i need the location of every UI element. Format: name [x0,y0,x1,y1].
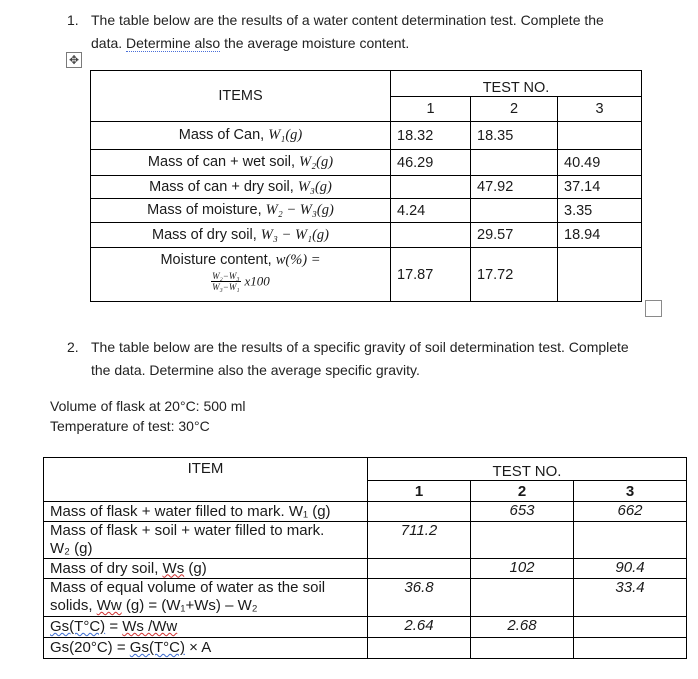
question-2-number: 2. [67,339,79,355]
specific-gravity-table [43,457,687,659]
test-col-3: 3 [558,97,642,122]
table-row: Moisture content, w(%) = $\frac{\text{W₂−W₃}}{\text{W₃−W₁}}$ x100 17.87 17.72 [91,248,642,302]
test-col-1: 1 [391,97,471,122]
test-col-3: 3 [574,481,687,502]
test-no-header: TEST NO. [391,71,642,97]
moisture-formula-fraction: $\frac{\text{W₂−W₃}}{\text{W₃−W₁}}$ [212,271,240,292]
items-header: ITEMS [91,71,391,122]
flask-volume: Volume of flask at 20°C: 500 ml [50,398,246,414]
table-row: Mass of flask + water filled to mark. W₁ (g) 653 662 [44,502,687,522]
table-move-handle-icon[interactable]: ✥ [66,52,82,68]
question-2 [67,336,687,382]
table-row: Mass of can + dry soil, W₃(g) 47.92 37.14 [91,176,642,199]
test-temperature: Temperature of test: 30°C [50,418,210,434]
moisture-content-table [90,70,642,302]
test-col-2: 2 [471,481,574,502]
table-row: Mass of flask + soil + water filled to mark. W₂ (g) 711.2 [44,522,687,559]
table-row: Gs(20°C) = Gs(T°C) × A [44,638,687,659]
test-col-1: 1 [368,481,471,502]
question-1 [67,9,687,55]
question-2-text: The table below are the results of a specific gravity of soil determination test. Complete the data. Determine also the average specific gravity. [91,339,629,378]
question-1-text: The table below are the results of a water content determination test. Complete the data. Determine also the average moisture content. [91,12,604,51]
table-row: Mass of dry soil, W₃ − W₁(g) 29.57 18.94 [91,223,642,248]
table-resize-handle[interactable] [645,300,662,317]
item-header: ITEM [44,458,368,502]
table-row: Mass of Can, W₁(g) 18.32 18.35 [91,122,642,150]
table-row: Gs(T°C) = Ws /Ww 2.64 2.68 [44,617,687,638]
test-no-header-2: TEST NO. [368,458,687,481]
table-row: Mass of equal volume of water as the soil solids, Ww (g) = (W₁+Ws) – W₂ 36.8 33.4 [44,579,687,617]
table-row: Mass of can + wet soil, W₂(g) 46.29 40.49 [91,150,642,176]
table-row: Mass of dry soil, Ws (g) 102 90.4 [44,559,687,579]
table-row: Mass of moisture, W₂ − W₃(g) 4.24 3.35 [91,199,642,223]
question-1-number: 1. [67,12,79,28]
test-col-2: 2 [471,97,558,122]
